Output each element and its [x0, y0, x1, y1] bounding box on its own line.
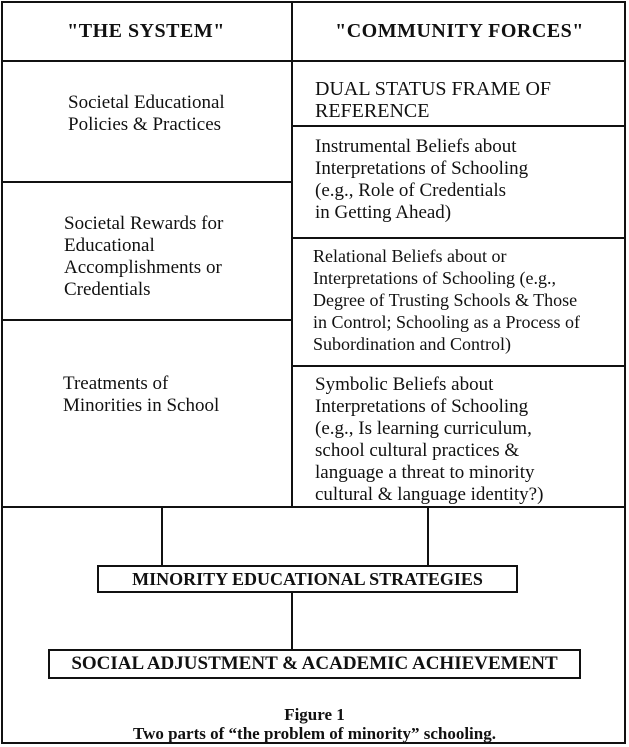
- connector-center: [291, 591, 293, 649]
- column-divider: [291, 1, 293, 507]
- system-rewards: Societal Rewards for Educational Accomplishments or Credentials: [64, 213, 224, 300]
- system-divider-2: [1, 319, 292, 321]
- system-treatments: Treatments of Minorities in School: [63, 373, 220, 416]
- connector-right: [427, 508, 429, 565]
- figure-title: Figure 1: [284, 705, 345, 724]
- connector-left: [161, 508, 163, 565]
- community-header: "COMMUNITY FORCES": [335, 20, 584, 42]
- system-policies: Societal Educational Policies & Practices: [68, 92, 225, 135]
- strategies-box: MINORITY EDUCATIONAL STRATEGIES: [97, 565, 518, 593]
- table-bottom-line: [1, 506, 626, 508]
- community-instrumental: Instrumental Beliefs about Interpretations of Schooling (e.g., Role of Credentials in Getting Ahead): [315, 136, 529, 223]
- system-divider-1: [1, 181, 292, 183]
- system-header: "THE SYSTEM": [67, 20, 225, 42]
- community-symbolic: Symbolic Beliefs about Interpretations of Schooling (e.g., Is learning curriculum, school cultural practices & language a threat to minority cultural & language identity?): [315, 374, 544, 505]
- outcome-box: SOCIAL ADJUSTMENT & ACADEMIC ACHIEVEMENT: [48, 649, 581, 679]
- community-dual-status: DUAL STATUS FRAME OF REFERENCE: [315, 78, 552, 122]
- community-divider-1: [291, 125, 626, 127]
- figure-caption: Two parts of “the problem of minority” schooling.: [133, 724, 496, 743]
- community-divider-2: [291, 237, 626, 239]
- community-divider-3: [291, 365, 626, 367]
- header-divider: [1, 60, 626, 62]
- community-relational: Relational Beliefs about or Interpretations of Schooling (e.g., Degree of Trusting Schools & Those in Control; Schooling as a Process of Subordination and Control): [313, 246, 580, 354]
